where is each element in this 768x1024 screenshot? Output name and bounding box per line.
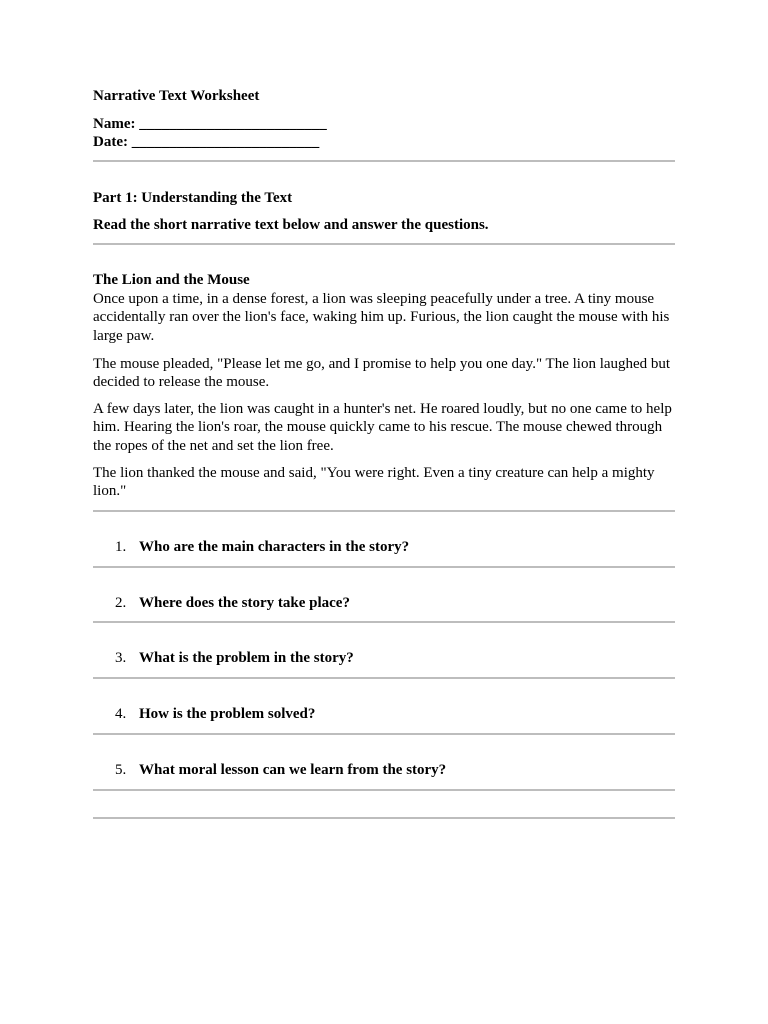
question-number: 5.	[115, 762, 127, 778]
divider	[93, 243, 675, 245]
answer-line	[93, 817, 675, 819]
story-paragraph: Once upon a time, in a dense forest, a lion was sleeping peacefully under a tree. A tiny mouse accidentally ran over the lion's face, waking him up. Furious, the lion caught the mouse with his large paw.	[93, 291, 670, 344]
story-paragraph: The lion thanked the mouse and said, "You were right. Even a tiny creature can help a mighty lion."	[93, 465, 655, 500]
story-paragraph: The mouse pleaded, "Please let me go, and I promise to help you one day." The lion laughed but decided to release the mouse.	[93, 356, 671, 391]
answer-line	[93, 677, 675, 679]
divider	[93, 160, 675, 162]
question-text: What moral lesson can we learn from the story?	[139, 762, 447, 778]
question-number: 4.	[115, 706, 127, 722]
question-text: What is the problem in the story?	[139, 650, 354, 666]
date-field: Date: _________________________	[93, 134, 320, 150]
answer-line	[93, 789, 675, 791]
name-field: Name: _________________________	[93, 116, 327, 132]
story-paragraph: A few days later, the lion was caught in a hunter's net. He roared loudly, but no one came to help him. Hearing the lion's roar, the mouse quickly came to his rescue. The mouse chewed through the ropes of the net and set the lion free.	[93, 401, 672, 454]
question-number: 3.	[115, 650, 127, 666]
answer-line	[93, 566, 675, 568]
worksheet-title: Narrative Text Worksheet	[93, 88, 260, 104]
question-text: How is the problem solved?	[139, 706, 316, 722]
part1-heading: Part 1: Understanding the Text	[93, 190, 293, 206]
divider	[93, 510, 675, 512]
part1-instruction: Read the short narrative text below and answer the questions.	[93, 217, 489, 233]
question-text: Where does the story take place?	[139, 595, 350, 611]
question-text: Who are the main characters in the story?	[139, 539, 410, 555]
answer-line	[93, 621, 675, 623]
story-title: The Lion and the Mouse	[93, 272, 250, 288]
answer-line	[93, 733, 675, 735]
question-number: 2.	[115, 595, 127, 611]
question-number: 1.	[115, 539, 127, 555]
